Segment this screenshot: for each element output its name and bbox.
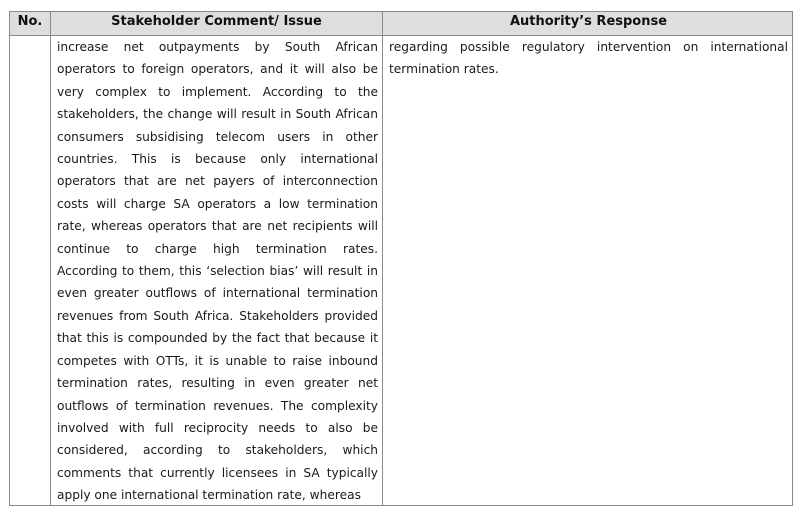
table-header-row [10, 12, 792, 36]
authority-response-cell: regarding possible regulatory intervention on international termination rates. [389, 40, 788, 77]
header-authority-response: Authority’s Response [509, 14, 668, 29]
header-no: No. [17, 14, 43, 29]
comments-table [9, 11, 793, 506]
header-stakeholder-comment: Stakeholder Comment/ Issue [111, 14, 322, 29]
stakeholder-comment-cell: increase net outpayments by South African operators to foreign operators, and it will also be very complex to implement. According to the stakeholders, the change will result in South African consumers subsidising telecom users in other countries. This is because only international operators that are net payers of interconnection costs will charge SA operators a low termination rate, whereas operators that are net recipients will continue to charge high termination rates. According to them, this ‘selection bias’ will result in even greater outflows of international termination revenues from South Africa. Stakeholders provided that this is compounded by the fact that because it competes with OTTs, it is unable to raise inbound termination rates, resulting in even greater net outflows of termination revenues. The complexity involved with full reciprocity needs to also be considered, according to stakeholders, which comments that currently licensees in SA typically apply one international termination rate, whereas [57, 40, 378, 503]
column-divider [382, 12, 383, 505]
